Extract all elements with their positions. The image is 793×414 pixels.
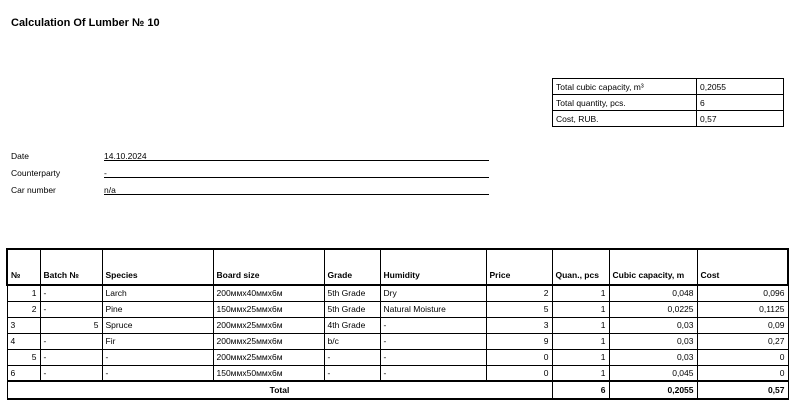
cell-humidity: Dry xyxy=(380,285,486,301)
column-header: Cubic capacity, m xyxy=(609,249,697,285)
info-row-counterparty xyxy=(11,167,489,184)
cell-humidity: - xyxy=(380,317,486,333)
column-header: Humidity xyxy=(380,249,486,285)
info-row-car-number xyxy=(11,184,489,201)
cell-grade: 5th Grade xyxy=(324,301,380,317)
summary-label: Total quantity, pcs. xyxy=(553,95,697,111)
cell-cubic: 0,048 xyxy=(609,285,697,301)
cell-price: 9 xyxy=(486,333,552,349)
cell-species: Spruce xyxy=(102,317,213,333)
cell-cubic: 0,03 xyxy=(609,349,697,365)
info-block xyxy=(11,150,489,201)
total-cubic: 0,2055 xyxy=(609,381,697,399)
cell-cubic: 0,0225 xyxy=(609,301,697,317)
cell-board-size: 150ммх50ммх6м xyxy=(213,365,324,381)
cell-price: 5 xyxy=(486,301,552,317)
total-quantity: 6 xyxy=(552,381,609,399)
info-label: Date xyxy=(11,151,29,161)
info-value: n/a xyxy=(104,185,116,195)
cell-price: 0 xyxy=(486,349,552,365)
cell-price: 3 xyxy=(486,317,552,333)
cell-batch: - xyxy=(40,285,102,301)
info-label: Counterparty xyxy=(11,168,61,178)
table-header-row xyxy=(7,249,788,285)
cell-cost: 0 xyxy=(697,365,788,381)
column-header: Cost xyxy=(697,249,788,285)
summary-value: 0,2055 xyxy=(697,79,784,95)
summary-value: 6 xyxy=(697,95,784,111)
summary-label: Total cubic capacity, m³ xyxy=(553,79,697,95)
column-header: Batch № xyxy=(40,249,102,285)
total-cost: 0,57 xyxy=(697,381,788,399)
table-row xyxy=(7,349,788,365)
column-header: № xyxy=(7,249,40,285)
cell-batch: - xyxy=(40,333,102,349)
cell-humidity: - xyxy=(380,349,486,365)
summary-table xyxy=(552,78,784,127)
table-row xyxy=(7,301,788,317)
cell-quantity: 1 xyxy=(552,333,609,349)
cell-cost: 0,096 xyxy=(697,285,788,301)
cell-price: 0 xyxy=(486,365,552,381)
info-label: Car number xyxy=(11,185,56,195)
summary-label: Cost, RUB. xyxy=(553,111,697,127)
cell-humidity: - xyxy=(380,333,486,349)
info-value-field xyxy=(104,167,489,178)
cell-batch: - xyxy=(40,349,102,365)
cell-board-size: 200ммх25ммх6м xyxy=(213,349,324,365)
cell-species: Pine xyxy=(102,301,213,317)
summary-row-cost xyxy=(553,111,784,127)
cell-quantity: 1 xyxy=(552,301,609,317)
cell-board-size: 150ммх25ммх6м xyxy=(213,301,324,317)
cell-quantity: 1 xyxy=(552,317,609,333)
summary-value: 0,57 xyxy=(697,111,784,127)
info-value-field xyxy=(104,150,489,161)
column-header: Quan., pcs xyxy=(552,249,609,285)
info-row-date xyxy=(11,150,489,167)
cell-number: 5 xyxy=(7,349,40,365)
cell-cost: 0,1125 xyxy=(697,301,788,317)
table-total-row xyxy=(7,381,788,399)
cell-cost: 0,09 xyxy=(697,317,788,333)
cell-species: - xyxy=(102,349,213,365)
info-value: 14.10.2024 xyxy=(104,151,147,161)
cell-grade: 4th Grade xyxy=(324,317,380,333)
cell-grade: 5th Grade xyxy=(324,285,380,301)
column-header: Board size xyxy=(213,249,324,285)
table-row xyxy=(7,317,788,333)
cell-batch: - xyxy=(40,301,102,317)
cell-grade: b/c xyxy=(324,333,380,349)
table-row xyxy=(7,285,788,301)
column-header: Price xyxy=(486,249,552,285)
cell-humidity: Natural Moisture xyxy=(380,301,486,317)
summary-row-cubic xyxy=(553,79,784,95)
cell-species: - xyxy=(102,365,213,381)
cell-quantity: 1 xyxy=(552,349,609,365)
cell-batch: - xyxy=(40,365,102,381)
cell-board-size: 200ммх25ммх6м xyxy=(213,317,324,333)
cell-quantity: 1 xyxy=(552,285,609,301)
cell-number: 2 xyxy=(7,301,40,317)
summary-row-quantity xyxy=(553,95,784,111)
info-value: - xyxy=(104,168,107,178)
info-value-field xyxy=(104,184,489,195)
cell-number: 3 xyxy=(7,317,40,333)
cell-species: Fir xyxy=(102,333,213,349)
cell-price: 2 xyxy=(486,285,552,301)
cell-grade: - xyxy=(324,365,380,381)
column-header: Grade xyxy=(324,249,380,285)
document-title: Calculation Of Lumber № 10 xyxy=(11,17,160,29)
table-row xyxy=(7,365,788,381)
column-header: Species xyxy=(102,249,213,285)
cell-cost: 0,27 xyxy=(697,333,788,349)
cell-cubic: 0,03 xyxy=(609,333,697,349)
cell-cubic: 0,045 xyxy=(609,365,697,381)
cell-quantity: 1 xyxy=(552,365,609,381)
lumber-table xyxy=(6,248,789,400)
cell-number: 4 xyxy=(7,333,40,349)
cell-board-size: 200ммх25ммх6м xyxy=(213,333,324,349)
total-label: Total xyxy=(7,381,552,399)
cell-number: 6 xyxy=(7,365,40,381)
cell-cost: 0 xyxy=(697,349,788,365)
cell-cubic: 0,03 xyxy=(609,317,697,333)
cell-board-size: 200ммх40ммх6м xyxy=(213,285,324,301)
cell-species: Larch xyxy=(102,285,213,301)
cell-grade: - xyxy=(324,349,380,365)
cell-humidity: - xyxy=(380,365,486,381)
cell-number: 1 xyxy=(7,285,40,301)
cell-batch: 5 xyxy=(40,317,102,333)
table-row xyxy=(7,333,788,349)
